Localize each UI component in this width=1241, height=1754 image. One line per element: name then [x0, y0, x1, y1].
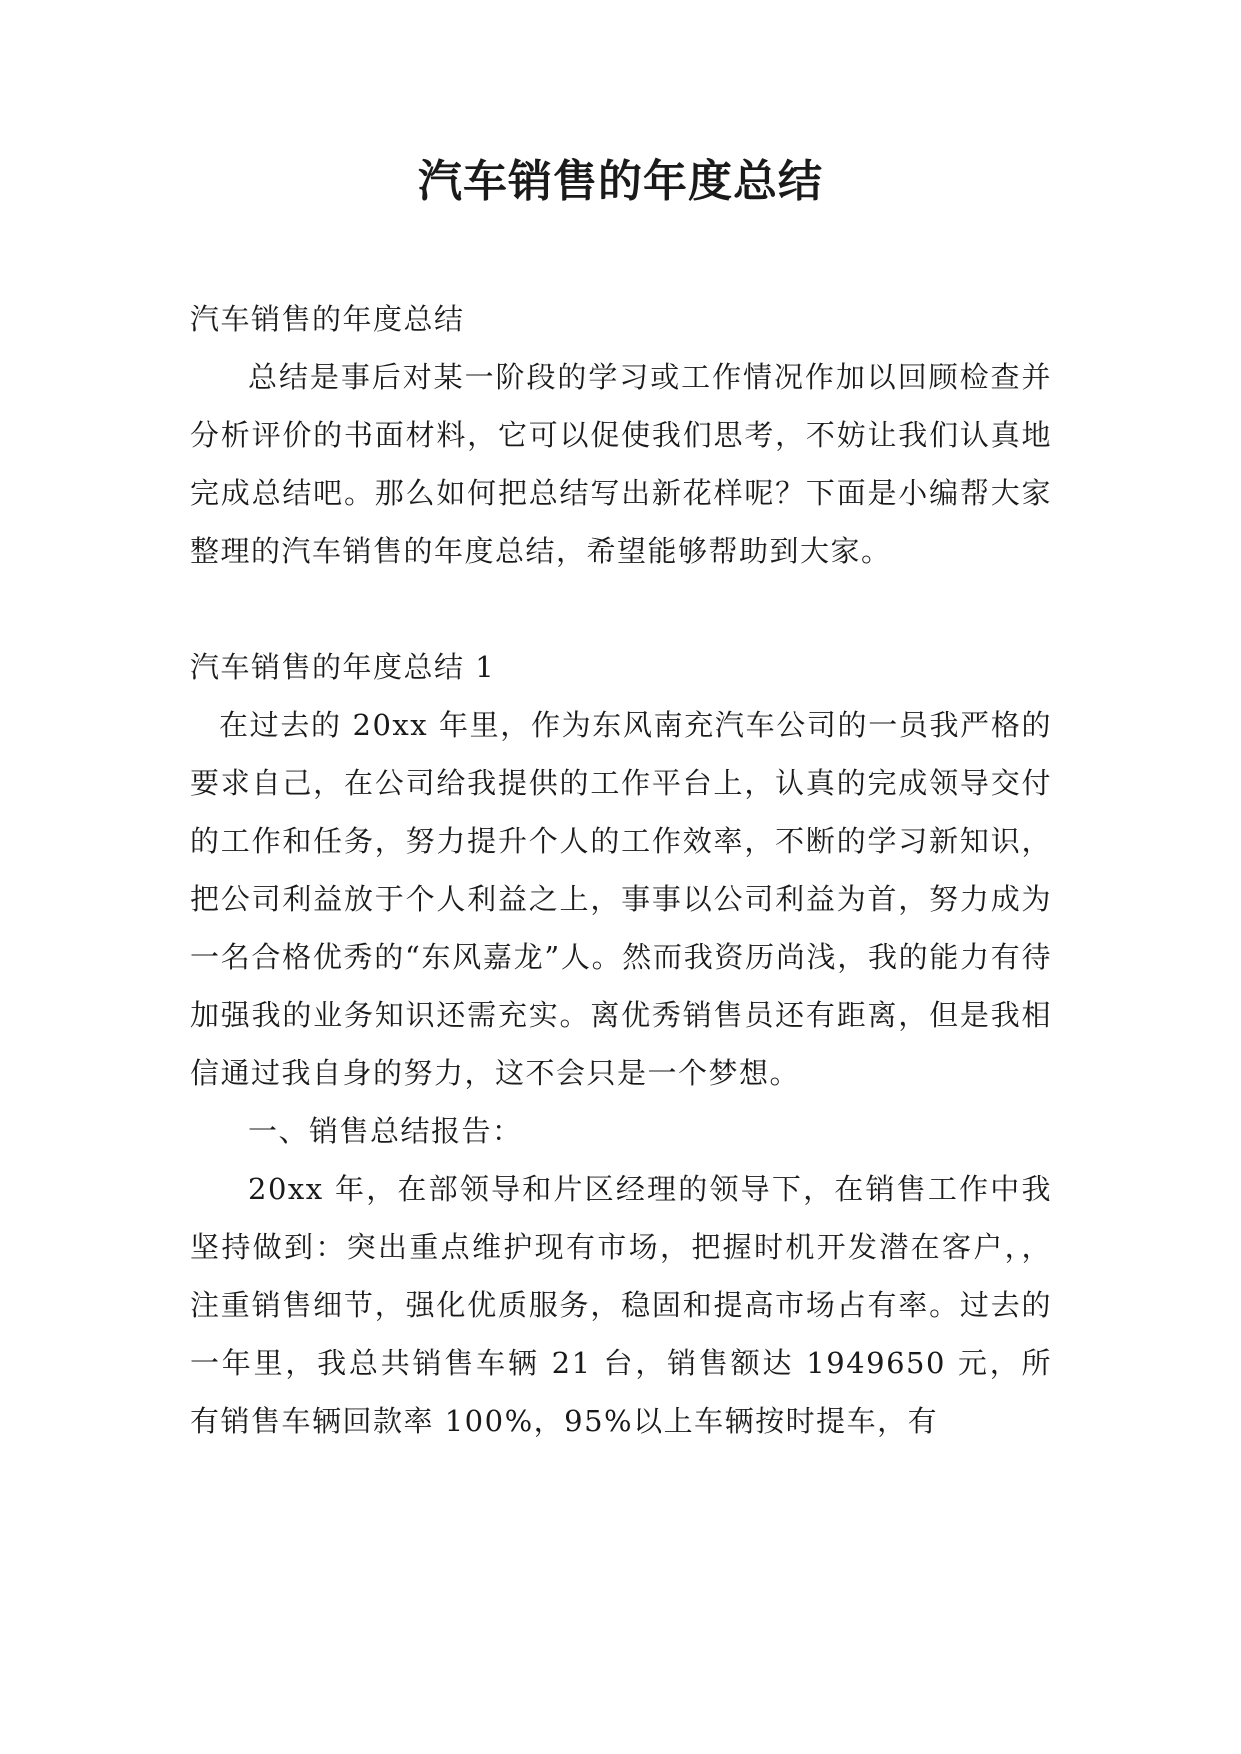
section-heading-1: 汽车销售的年度总结 1: [190, 650, 496, 684]
subsection-heading-sales-report: 一、销售总结报告：: [248, 1114, 523, 1148]
paragraph-spacer: [190, 580, 1052, 638]
body-paragraph-2: 20xx 年，在部领导和片区经理的领导下，在销售工作中我坚持做到：突出重点维护现有市场，把握时机开发潜在客户，，注重销售细节，强化优质服务，稳固和提高市场占有率。过去的一年里，我总共销售车辆 21 台，销售额达 1949650 元，所有销售车辆回款率 100%，95%以上车辆按时提车，有: [190, 1172, 1052, 1438]
section-heading-intro: 汽车销售的年度总结: [190, 302, 465, 336]
document-body: [190, 290, 1052, 1450]
document-title: 汽车销售的年度总结: [418, 156, 823, 207]
body-paragraph-1: 在过去的 20xx 年里，作为东风南充汽车公司的一员我严格的要求自己，在公司给我提供的工作平台上，认真的完成领导交付的工作和任务，努力提升个人的工作效率，不断的学习新知识，把公司利益放于个人利益之上，事事以公司利益为首，努力成为一名合格优秀的“东风嘉龙”人。然而我资历尚浅，我的能力有待加强我的业务知识还需充实。离优秀销售员还有距离，但是我相信通过我自身的努力，这不会只是一个梦想。: [190, 708, 1052, 1090]
intro-paragraph: 总结是事后对某一阶段的学习或工作情况作加以回顾检查并分析评价的书面材料，它可以促使我们思考，不妨让我们认真地完成总结吧。那么如何把总结写出新花样呢？下面是小编帮大家整理的汽车销售的年度总结，希望能够帮助到大家。: [190, 360, 1052, 568]
